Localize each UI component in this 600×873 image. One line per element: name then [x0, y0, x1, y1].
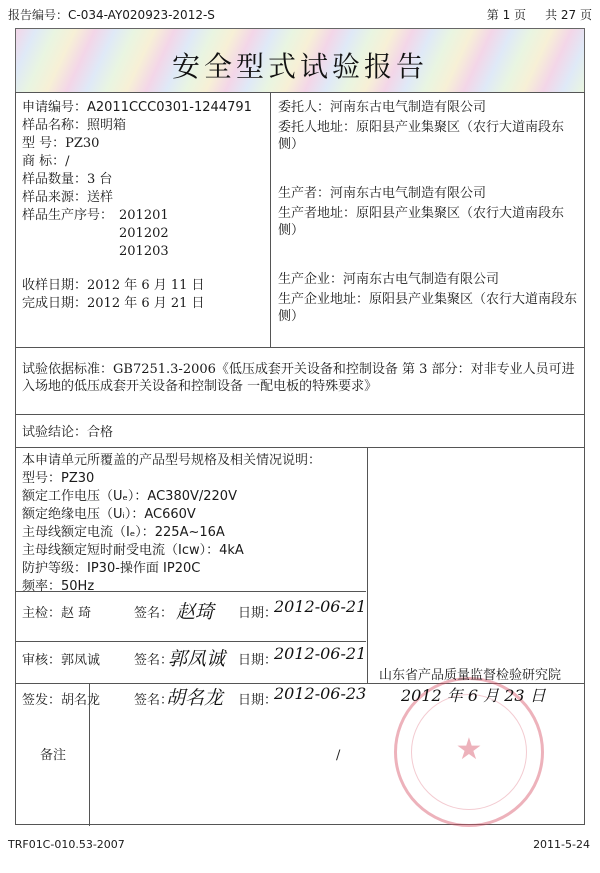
- seal-star-icon: ★: [455, 732, 483, 767]
- remarks-label: 备注: [40, 748, 67, 763]
- report-form: [15, 92, 585, 825]
- reviewer-date: 2012-06-21: [274, 644, 367, 663]
- form-date: 2011-5-24: [533, 838, 590, 851]
- form-number: TRF01C-010.53-2007: [8, 838, 125, 851]
- page-current: 第 1 页: [486, 8, 527, 22]
- report-header: [8, 6, 592, 24]
- inspector-role: 主检：赵 琦: [22, 606, 92, 621]
- coverage-item: 主母线额定短时耐受电流（Icw）：4kA: [22, 543, 244, 558]
- receive-date: 收样日期：2012 年 6 月 11 日: [22, 278, 205, 293]
- manufacturer-address: 生产者地址：原阳县产业集聚区（农行大道南段东侧）: [278, 206, 565, 238]
- test-conclusion: 试验结论：合格: [22, 425, 114, 440]
- application-number: 申请编号：A2011CCC0301-1244791: [22, 100, 252, 115]
- inspector-date: 2012-06-21: [274, 597, 367, 616]
- divider: [16, 447, 584, 448]
- divider: [16, 414, 584, 415]
- complete-date: 完成日期：2012 年 6 月 21 日: [22, 296, 205, 311]
- sample-source: 样品来源：送样: [22, 190, 114, 205]
- sample-quantity: 样品数量：3 台: [22, 172, 113, 187]
- test-standard: 试验依据标准：GB7251.3-2006《低压成套开关设备和控制设备 第 3 部分：对非专业人员可进入场地的低压成套开关设备和控制设备 一配电板的特殊要求》: [22, 362, 575, 394]
- serial-number: 201201: [119, 208, 169, 223]
- factory-address: 生产企业地址：原阳县产业集聚区（农行大道南段东侧）: [278, 292, 578, 324]
- factory: 生产企业：河南东古电气制造有限公司: [278, 272, 500, 287]
- coverage-item: 型号：PZ30: [22, 471, 95, 486]
- coverage-item: 额定工作电压（Uₑ）：AC380V/220V: [22, 489, 237, 504]
- remarks-value: /: [336, 748, 341, 763]
- page-total: 共 27 页: [545, 8, 592, 22]
- divider: [16, 641, 366, 642]
- serial-label: 样品生产序号：: [22, 208, 114, 223]
- coverage-item: 主母线额定电流（Iₑ）：225A~16A: [22, 525, 225, 540]
- date-label: 日期：: [238, 653, 278, 668]
- client-address: 委托人地址：原阳县产业集聚区（农行大道南段东侧）: [278, 120, 565, 152]
- coverage-item: 防护等级：IP30-操作面 IP20C: [22, 561, 201, 576]
- sign-label: 签名：: [134, 693, 174, 708]
- client: 委托人：河南东古电气制造有限公司: [278, 100, 487, 115]
- sample-trademark: 商 标：/: [22, 154, 70, 169]
- report-number: 报告编号：C-034-AY020923-2012-S: [8, 8, 215, 22]
- manufacturer: 生产者：河南东古电气制造有限公司: [278, 186, 487, 201]
- inspector-signature: 赵琦: [176, 601, 215, 623]
- date-label: 日期：: [238, 693, 278, 708]
- coverage-intro: 本申请单元所覆盖的产品型号规格及相关情况说明：: [22, 453, 322, 468]
- reviewer-role: 审核：郭凤诚: [22, 653, 101, 668]
- divider: [367, 447, 368, 683]
- coverage-item: 频率：50Hz: [22, 579, 95, 594]
- institute-date: 2012 年 6 月 23 日: [401, 686, 546, 705]
- issuer-signature: 胡名龙: [166, 687, 224, 709]
- date-label: 日期：: [238, 606, 278, 621]
- serial-number: 201203: [119, 244, 169, 259]
- page-indicator: [487, 6, 592, 23]
- divider: [270, 93, 271, 347]
- sign-label: 签名：: [134, 606, 174, 621]
- report-title: 安全型式试验报告: [171, 50, 428, 83]
- reviewer-signature: 郭凤诚: [168, 648, 226, 670]
- coverage-item: 额定绝缘电压（Uᵢ）：AC660V: [22, 507, 196, 522]
- sample-name: 样品名称：照明箱: [22, 118, 127, 133]
- institute-name: 山东省产品质量监督检验研究院: [379, 668, 562, 683]
- sign-label: 签名：: [134, 653, 174, 668]
- sample-model: 型 号：PZ30: [22, 136, 100, 151]
- divider: [16, 347, 584, 348]
- issuer-date: 2012-06-23: [274, 684, 367, 703]
- issuer-role: 签发：胡名龙: [22, 693, 101, 708]
- serial-number: 201202: [119, 226, 169, 241]
- title-banner: [15, 28, 585, 92]
